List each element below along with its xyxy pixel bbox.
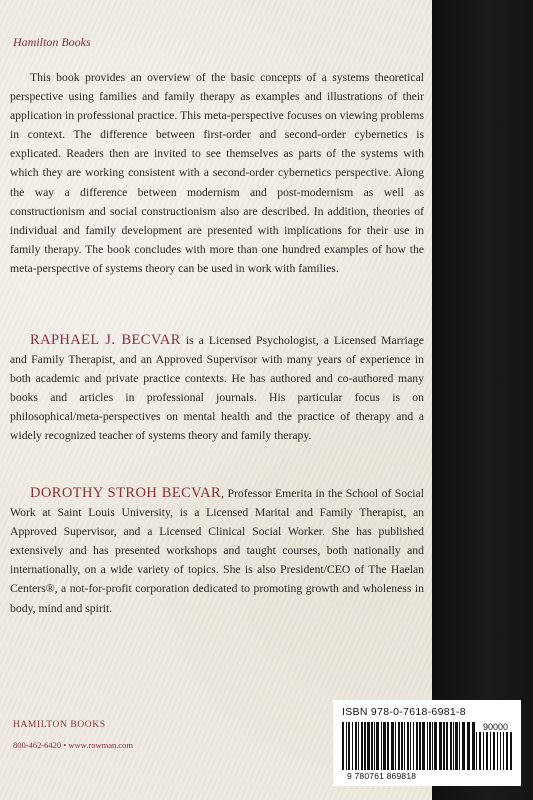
author-bio-dorothy <box>10 484 424 618</box>
author-bio-text-raphael: is a Licensed Psychologist, a Licensed Marriage and Family Therapist, and an Approved Supervisor with many years of experience in both academic and private practice contexts. He has authored and co-authored many books and articles in professional journals. His particular focus is on philosophical/meta-perspectives on mental health and the practice of therapy and a widely recognized teacher of systems theory and family therapy. <box>10 334 424 443</box>
author-name-dorothy: DOROTHY STROH BECVAR <box>30 485 222 501</box>
author-bio-text-dorothy: , Professor Emerita in the School of Social Work at Saint Louis University, is a Licensed Marital and Family Therapist, an Approved Supervisor, and a Licensed Clinical Social Worker. She has published extensively and has presented workshops and taught courses, both nationally and internationally, on a wide variety of topics. She is also President/CEO of The Haelan Centers®, a not-for-profit corporation dedicated to promoting growth and wholeness in body, mind and spirit. <box>10 487 424 615</box>
publisher-name-bottom: HAMILTON BOOKS <box>13 720 106 730</box>
isbn-barcode-box <box>333 700 521 786</box>
barcode-digits: 9 780761 869818 <box>347 771 417 781</box>
publisher-imprint: Hamilton Books <box>13 35 91 49</box>
price-code: 90000 <box>483 722 509 732</box>
author-bio-raphael <box>10 331 424 446</box>
price-barcode-bars <box>473 732 513 770</box>
book-description: This book provides an overview of the basic concepts of a systems theoretical perspective using families and family therapy as examples and illustrations of their application in professional practice. This meta-perspective focuses on viewing problems in context. The difference between first-order and second-order cybernetics is explicated. Readers then are invited to see themselves as parts of the systems with which they are working consistent with a second-order cybernetics perspective. Along the way a difference between modernism and post-modernism as well as constructionism and social constructionism also are described. In addition, theories of individual and family development are presented with implications for their use in family therapy. The book concludes with more than one hundred examples of how the meta-perspective of systems theory can be used in work with families. <box>10 71 424 275</box>
publisher-contact: 800-462-6420 • www.rowman.com <box>13 740 133 750</box>
barcode-bars <box>342 722 477 770</box>
author-name-raphael: RAPHAEL J. BECVAR <box>30 332 181 348</box>
dark-spine-band <box>432 0 533 800</box>
isbn-number: ISBN 978-0-7618-6981-8 <box>342 706 466 718</box>
